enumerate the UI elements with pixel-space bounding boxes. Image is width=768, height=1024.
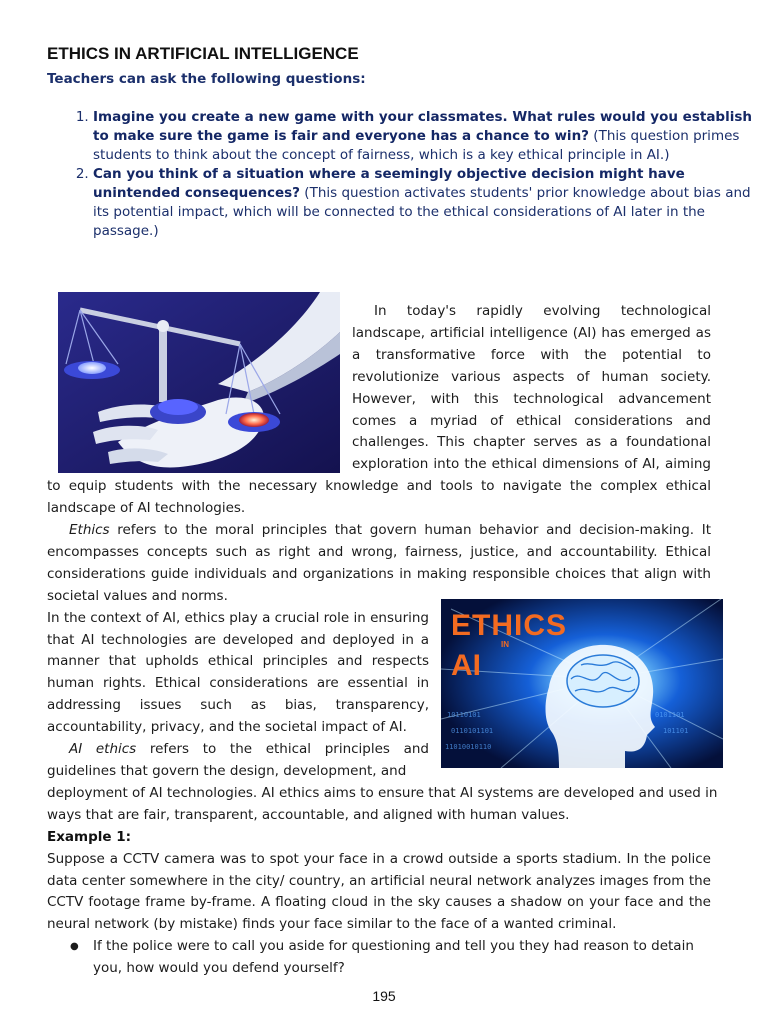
svg-text:10110101: 10110101 [447,711,481,719]
svg-text:0101101: 0101101 [655,711,685,719]
ethics-definition-paragraph [47,520,711,608]
ai-context-paragraph: In the context of AI, ethics play a crucial role in ensuring that AI technologies are developed and deployed in a manner that upholds ethical principles and respects human rights. Ethical considerations are essential in addressing issues such as bias, transparency, accountability, privacy, and the societal impact of AI. [47,609,429,736]
guiding-questions-list [47,108,753,241]
page-title: ETHICS IN ARTIFICIAL INTELLIGENCE [47,44,359,63]
ai-ethics-term: AI ethics [69,741,137,758]
question-text: Imagine you create a new game with your classmates. What rules would you establish to make sure the game is fair and everyone has a chance to win? [93,109,752,144]
example-heading: Example 1: [47,828,132,845]
intro-paragraph: In today's rapidly evolving technological landscape, artificial intelligence (AI) has emerged as a transformative force with the potential to revolutionize various aspects of human society. However, with this technological advancement comes a myriad of ethical considerations and challenges. This chapter serves as a foundational exploration into the ethical dimensions of AI, aiming to equip students with the necessary knowledge and tools to navigate the complex ethical landscape of AI technologies. [47,303,711,517]
svg-text:101101: 101101 [663,727,689,735]
teacher-prompt-heading: Teachers can ask the following questions: [47,71,366,87]
ai-ethics-paragraph [47,739,429,783]
intro-section [47,301,711,520]
page-number: 195 [372,988,396,1004]
question-item [93,108,753,165]
ethics-graphic-in: IN [501,640,509,649]
ai-ethics-text: refers to the ethical principles and guidelines that govern the design, development, and [47,741,430,779]
example-bullet-list [47,936,713,980]
question-text: Can you think of a situation where a seemingly objective decision might have unintended consequences? [93,166,685,201]
ethics-term: Ethics [69,522,110,538]
question-note: (This question activates students' prior knowledge about bias and its potential impact, which will be connected to the ethical considerations of AI later in the passage.) [93,185,751,239]
ethics-section [47,520,718,980]
svg-text:0110101101: 0110101101 [451,727,494,735]
question-note: (This question primes students to think about the concept of fairness, which is a key ethical principle in AI.) [93,128,740,163]
list-item: ● If the police were to call you aside for questioning and tell you they had reason to detain you, how would you defend yourself? [93,936,713,980]
ethics-definition-text: refers to the moral principles that govern human behavior and decision-making. It encompasses concepts such as right and wrong, fairness, justice, and accountability. Ethical considerations guide individuals and organizations in making responsible choices that align with societal values and norms. [47,522,711,604]
question-item [93,165,753,241]
svg-text:11010010110: 11010010110 [445,743,492,751]
ethics-graphic-title: ETHICS [451,609,568,642]
example-paragraph: Suppose a CCTV camera was to spot your face in a crowd outside a sports stadium. In the police data center somewhere in the city/ country, an artificial neural network analyzes images from the CCTV footage frame by-frame. A floating cloud in the sky causes a shadow on your face and the neural network (by mistake) finds your face similar to the face of a wanted criminal. [47,850,711,933]
ai-ethics-continuation: deployment of AI technologies. AI ethics aims to ensure that AI systems are developed and used in ways that are fair, transparent, accountable, and aligned with human values. [47,784,718,823]
ethics-graphic-ai: AI [451,649,481,682]
